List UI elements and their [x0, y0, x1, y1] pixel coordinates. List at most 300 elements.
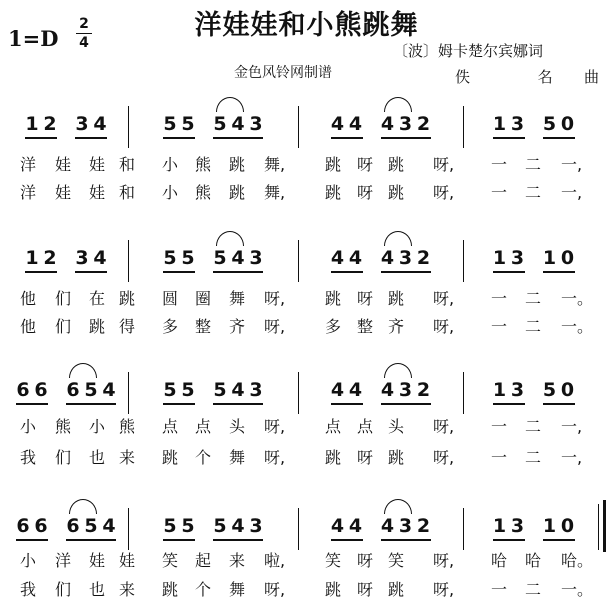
lyric-syllable: 一,	[561, 183, 583, 202]
note: 3	[75, 247, 89, 269]
lyric-syllable: 呀,	[433, 448, 455, 467]
lyric-syllable: 来	[229, 551, 246, 570]
lyric-syllable: 我	[20, 580, 37, 599]
beamed-note-group	[491, 378, 527, 405]
beam-underline	[543, 137, 575, 139]
lyric-syllable: 呀,	[433, 551, 455, 570]
measure	[463, 246, 604, 273]
lyric-syllable: 笑	[162, 551, 179, 570]
beam-underline	[66, 539, 116, 541]
tie-arc	[216, 231, 244, 246]
lyric-syllable: 熊	[195, 183, 212, 202]
lyric-syllable: 呀,	[433, 183, 455, 202]
lyric-syllable: 也	[89, 448, 106, 467]
beam-underline	[163, 403, 195, 405]
composer-credit: 佚 名曲	[455, 68, 601, 86]
beamed-note-group	[23, 246, 59, 273]
lyric-syllable: 一,	[561, 448, 583, 467]
lyric-syllable: 啦,	[264, 551, 286, 570]
note: 5	[213, 247, 227, 269]
beam-underline	[163, 539, 195, 541]
note: 1	[492, 379, 507, 401]
lyric-syllable: 多	[325, 317, 342, 336]
note: 5	[542, 113, 557, 135]
lyric-syllable: 二	[525, 580, 542, 599]
lyric-syllable: 们	[55, 289, 72, 308]
lyric-syllable: 一	[491, 417, 508, 436]
note-row	[379, 514, 433, 538]
note-row	[161, 514, 197, 538]
lyric-syllable: 呀,	[433, 317, 455, 336]
lyric-syllable: 跳	[325, 155, 342, 174]
beamed-note-group	[329, 246, 365, 273]
lyric-syllable: 舞	[229, 580, 246, 599]
beam-underline	[16, 403, 48, 405]
lyric-syllable: 整	[195, 317, 212, 336]
lyric-syllable: 舞,	[264, 183, 286, 202]
beamed-note-group	[23, 112, 59, 139]
measure	[298, 378, 463, 405]
note: 4	[231, 113, 245, 135]
lyric-syllable: 起	[195, 551, 212, 570]
note-row	[211, 246, 265, 270]
lyric-syllable: 也	[89, 580, 106, 599]
lyric-syllable: 一	[491, 580, 508, 599]
note: 6	[16, 515, 30, 537]
note: 1	[25, 113, 39, 135]
beam-underline	[66, 403, 116, 405]
lyric-syllable: 笑	[325, 551, 342, 570]
lyric-syllable: 一	[491, 289, 508, 308]
note-row	[329, 378, 365, 402]
note-row	[491, 246, 527, 270]
lyric-syllable: 跳	[325, 580, 342, 599]
note: 6	[34, 515, 48, 537]
measure	[128, 246, 298, 273]
beamed-note-group	[211, 112, 265, 139]
lyric-syllable: 跳	[229, 183, 246, 202]
time-signature-top: 2	[79, 16, 89, 32]
lyric-syllable: 跳	[325, 183, 342, 202]
note-row	[211, 378, 265, 402]
lyric-syllable: 二	[525, 155, 542, 174]
key-signature: 1=D	[8, 26, 59, 51]
note: 4	[380, 113, 395, 135]
lyric-syllable: 小	[162, 155, 179, 174]
lyric-syllable: 洋	[20, 183, 37, 202]
lyric-syllable: 呀,	[433, 289, 455, 308]
note: 3	[510, 247, 525, 269]
lyric-syllable: 我	[20, 448, 37, 467]
beamed-note-group	[541, 378, 577, 405]
measure	[298, 246, 463, 273]
lyric-syllable: 跳	[388, 448, 405, 467]
lyric-syllable: 跳	[89, 317, 106, 336]
beamed-note-group	[379, 246, 433, 273]
lyric-syllable: 齐	[229, 317, 246, 336]
lyric-syllable: 跳	[162, 580, 179, 599]
beam-underline	[213, 539, 263, 541]
note: 1	[542, 247, 557, 269]
measure	[4, 514, 128, 541]
measure	[128, 514, 298, 541]
measure	[4, 378, 128, 405]
lyric-syllable: 和	[119, 183, 136, 202]
note: 2	[416, 113, 431, 135]
beam-underline	[213, 271, 263, 273]
lyric-syllable: 来	[119, 580, 136, 599]
beamed-note-group	[541, 112, 577, 139]
lyric-syllable: 跳	[119, 289, 136, 308]
tie-arc	[384, 499, 412, 514]
lyric-syllable: 点	[325, 417, 342, 436]
note: 1	[542, 515, 557, 537]
note: 4	[102, 379, 116, 401]
beamed-note-group	[73, 112, 109, 139]
note: 3	[249, 113, 263, 135]
lyric-syllable: 小	[162, 183, 179, 202]
note-row	[161, 246, 197, 270]
note: 4	[348, 247, 363, 269]
lyric-syllable: 呀	[357, 155, 374, 174]
lyric-syllable: 呀	[357, 183, 374, 202]
lyric-syllable: 点	[195, 417, 212, 436]
note: 1	[492, 515, 507, 537]
note: 5	[163, 113, 177, 135]
beamed-note-group	[541, 514, 577, 541]
note: 4	[348, 113, 363, 135]
lyric-syllable: 熊	[55, 417, 72, 436]
lyric-syllable: 呀,	[264, 417, 286, 436]
beam-underline	[493, 539, 525, 541]
lyric-syllable: 点	[162, 417, 179, 436]
lyric-syllable: 个	[195, 580, 212, 599]
lyric-syllable: 呀	[357, 551, 374, 570]
note-row	[211, 112, 265, 136]
note-row	[541, 514, 577, 538]
note: 5	[181, 515, 195, 537]
beam-underline	[163, 271, 195, 273]
note: 2	[416, 247, 431, 269]
note-row	[64, 514, 118, 538]
beam-underline	[493, 137, 525, 139]
lyric-syllable: 熊	[195, 155, 212, 174]
lyric-syllable: 洋	[55, 551, 72, 570]
tie-arc	[384, 363, 412, 378]
note: 4	[231, 379, 245, 401]
lyric-syllable: 小	[20, 417, 37, 436]
tie-arc	[384, 97, 412, 112]
tie-arc	[69, 363, 97, 378]
lyric-syllable: 和	[119, 155, 136, 174]
lyric-syllable: 笑	[388, 551, 405, 570]
beamed-note-group	[161, 514, 197, 541]
note: 4	[93, 113, 107, 135]
note-row	[161, 378, 197, 402]
lyric-syllable: 舞	[229, 289, 246, 308]
note: 4	[231, 247, 245, 269]
lyric-syllable: 哈	[525, 551, 542, 570]
lyric-syllable: 得	[119, 317, 136, 336]
lyric-syllable: 呀,	[433, 417, 455, 436]
note-row	[73, 112, 109, 136]
lyric-syllable: 来	[119, 448, 136, 467]
lyric-syllable: 娃	[89, 183, 106, 202]
note: 1	[25, 247, 39, 269]
beam-underline	[16, 539, 48, 541]
beam-underline	[381, 137, 431, 139]
beam-underline	[381, 271, 431, 273]
lyric-syllable: 他	[20, 317, 37, 336]
note-row	[491, 514, 527, 538]
lyric-syllable: 跳	[388, 289, 405, 308]
measure	[463, 378, 604, 405]
lyric-syllable: 们	[55, 317, 72, 336]
note: 5	[213, 515, 227, 537]
lyric-syllable: 洋	[20, 155, 37, 174]
lyric-syllable: 圆	[162, 289, 179, 308]
note: 0	[560, 113, 575, 135]
lyric-syllable: 头	[388, 417, 405, 436]
lyric-syllable: 他	[20, 289, 37, 308]
beamed-note-group	[73, 246, 109, 273]
lyric-syllable: 呀,	[264, 448, 286, 467]
note: 4	[330, 247, 345, 269]
lyric-syllable: 点	[357, 417, 374, 436]
note: 3	[398, 379, 413, 401]
lyric-syllable: 呀	[357, 580, 374, 599]
beamed-note-group	[211, 514, 265, 541]
lyric-syllable: 二	[525, 317, 542, 336]
note: 4	[380, 515, 395, 537]
note-row	[379, 378, 433, 402]
note-row	[329, 514, 365, 538]
lyric-syllable: 呀	[357, 448, 374, 467]
tie-arc	[216, 97, 244, 112]
note: 3	[398, 113, 413, 135]
note: 2	[416, 515, 431, 537]
note: 3	[510, 113, 525, 135]
note: 5	[213, 113, 227, 135]
note: 5	[163, 379, 177, 401]
note-row	[161, 112, 197, 136]
note: 4	[93, 247, 107, 269]
beamed-note-group	[379, 378, 433, 405]
lyric-syllable: 们	[55, 580, 72, 599]
note: 2	[43, 247, 57, 269]
note-row	[211, 514, 265, 538]
lyric-syllable: 一	[491, 448, 508, 467]
tie-arc	[384, 231, 412, 246]
lyric-syllable: 一	[491, 183, 508, 202]
beamed-note-group	[14, 378, 50, 405]
note: 5	[163, 515, 177, 537]
lyric-syllable: 呀	[357, 289, 374, 308]
lyric-syllable: 二	[525, 289, 542, 308]
measure	[298, 112, 463, 139]
note-row	[14, 514, 50, 538]
beam-underline	[213, 403, 263, 405]
note: 4	[380, 379, 395, 401]
note: 3	[249, 515, 263, 537]
lyric-syllable: 齐	[388, 317, 405, 336]
note: 0	[560, 515, 575, 537]
lyric-syllable: 一,	[561, 417, 583, 436]
lyric-syllable: 圈	[195, 289, 212, 308]
beamed-note-group	[161, 112, 197, 139]
note: 2	[416, 379, 431, 401]
note: 4	[330, 379, 345, 401]
note-row	[329, 112, 365, 136]
lyric-syllable: 娃	[89, 551, 106, 570]
beamed-note-group	[541, 246, 577, 273]
note: 3	[510, 515, 525, 537]
lyric-syllable: 跳	[388, 155, 405, 174]
lyric-syllable: 呀,	[264, 580, 286, 599]
note-row	[379, 112, 433, 136]
beam-underline	[493, 271, 525, 273]
note-row	[23, 246, 59, 270]
measure	[298, 514, 463, 541]
note: 1	[492, 247, 507, 269]
beam-underline	[543, 271, 575, 273]
note: 2	[43, 113, 57, 135]
beam-underline	[25, 271, 57, 273]
lyric-syllable: 呀,	[433, 580, 455, 599]
measure	[128, 112, 298, 139]
tie-arc	[69, 499, 97, 514]
beam-underline	[493, 403, 525, 405]
lyric-syllable: 一,	[561, 155, 583, 174]
beamed-note-group	[161, 378, 197, 405]
measure	[463, 514, 604, 541]
note: 6	[16, 379, 30, 401]
note-row	[329, 246, 365, 270]
beamed-note-group	[491, 246, 527, 273]
measure	[463, 112, 604, 139]
beamed-note-group	[329, 514, 365, 541]
note: 3	[249, 247, 263, 269]
lyric-syllable: 在	[89, 289, 106, 308]
lyricist-credit: 〔波〕姆卡楚尔宾娜词	[393, 42, 544, 60]
note: 5	[163, 247, 177, 269]
lyric-syllable: 多	[162, 317, 179, 336]
lyric-syllable: 哈。	[561, 551, 594, 570]
beamed-note-group	[64, 378, 118, 405]
note: 0	[560, 379, 575, 401]
note: 3	[249, 379, 263, 401]
lyric-syllable: 一。	[561, 580, 594, 599]
note-row	[491, 378, 527, 402]
lyric-syllable: 舞	[229, 448, 246, 467]
beam-underline	[331, 403, 363, 405]
lyric-syllable: 哈	[491, 551, 508, 570]
note: 3	[398, 247, 413, 269]
note-row	[23, 112, 59, 136]
note-row	[541, 246, 577, 270]
lyric-syllable: 小	[89, 417, 106, 436]
lyric-syllable: 整	[357, 317, 374, 336]
lyric-syllable: 小	[20, 551, 37, 570]
beam-underline	[543, 403, 575, 405]
measure	[4, 112, 128, 139]
lyric-syllable: 一	[491, 317, 508, 336]
lyric-syllable: 跳	[162, 448, 179, 467]
beamed-note-group	[329, 112, 365, 139]
lyric-syllable: 一。	[561, 289, 594, 308]
note: 6	[34, 379, 48, 401]
beam-underline	[381, 403, 431, 405]
note: 4	[380, 247, 395, 269]
note: 5	[542, 379, 557, 401]
beam-underline	[163, 137, 195, 139]
beam-underline	[381, 539, 431, 541]
note: 5	[181, 379, 195, 401]
beamed-note-group	[379, 112, 433, 139]
lyric-syllable: 娃	[89, 155, 106, 174]
note-row	[64, 378, 118, 402]
note: 4	[330, 515, 345, 537]
lyric-syllable: 呀,	[264, 289, 286, 308]
beam-underline	[25, 137, 57, 139]
lyric-syllable: 呀,	[264, 317, 286, 336]
note: 4	[348, 379, 363, 401]
lyric-syllable: 跳	[325, 289, 342, 308]
lyric-syllable: 娃	[55, 155, 72, 174]
song-title: 洋娃娃和小熊跳舞	[194, 10, 419, 41]
beamed-note-group	[491, 514, 527, 541]
lyric-syllable: 跳	[388, 580, 405, 599]
lyric-syllable: 跳	[325, 448, 342, 467]
lyric-syllable: 娃	[55, 183, 72, 202]
lyric-syllable: 们	[55, 448, 72, 467]
note-row	[14, 378, 50, 402]
note: 0	[560, 247, 575, 269]
lyric-syllable: 娃	[119, 551, 136, 570]
measure	[4, 246, 128, 273]
lyric-syllable: 个	[195, 448, 212, 467]
note: 4	[348, 515, 363, 537]
transcriber-credit: 金色风铃网制谱	[234, 65, 332, 81]
lyric-syllable: 跳	[388, 183, 405, 202]
lyric-syllable: 一。	[561, 317, 594, 336]
beam-underline	[331, 137, 363, 139]
note-row	[541, 378, 577, 402]
note: 1	[492, 113, 507, 135]
note: 4	[231, 515, 245, 537]
lyric-syllable: 二	[525, 417, 542, 436]
measure	[128, 378, 298, 405]
beamed-note-group	[379, 514, 433, 541]
note-row	[379, 246, 433, 270]
lyric-syllable: 呀,	[433, 155, 455, 174]
lyric-syllable: 二	[525, 183, 542, 202]
time-signature-bottom: 4	[79, 35, 89, 51]
beam-underline	[213, 137, 263, 139]
beam-underline	[331, 539, 363, 541]
beamed-note-group	[329, 378, 365, 405]
note: 5	[181, 247, 195, 269]
beam-underline	[75, 271, 107, 273]
lyric-syllable: 跳	[229, 155, 246, 174]
note: 6	[66, 379, 80, 401]
beamed-note-group	[491, 112, 527, 139]
note: 3	[398, 515, 413, 537]
beamed-note-group	[14, 514, 50, 541]
beam-underline	[75, 137, 107, 139]
note: 3	[510, 379, 525, 401]
note: 4	[330, 113, 345, 135]
